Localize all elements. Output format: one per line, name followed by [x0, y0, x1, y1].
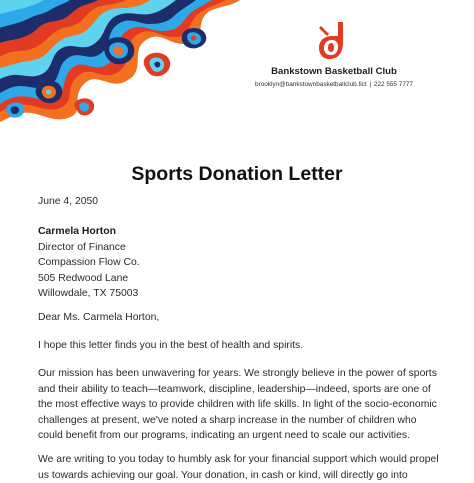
- club-phone: 222 555 7777: [373, 81, 413, 88]
- club-email: brooklyn@bankstownbasketballclub.fict: [255, 81, 367, 88]
- paragraph-greeting: [38, 338, 303, 354]
- paragraph-line: challenges at present, we've noted a sharp increase in the number of children who: [38, 414, 417, 426]
- contact-info: [250, 81, 418, 88]
- recipient-block: [38, 224, 140, 302]
- paragraph-line: the most effective ways to provide children with life skills. In light of the socio-economic: [38, 399, 437, 411]
- paragraph-request: [38, 452, 439, 483]
- club-name: Bankstown Basketball Club: [271, 66, 397, 77]
- paragraph-line: and their ability to teach—teamwork, discipline, leadership—indeed, sports are one of: [38, 383, 431, 395]
- contact-separator: |: [369, 81, 372, 88]
- basketball-d-logo-icon: [318, 22, 350, 60]
- decorative-header-art: [0, 0, 240, 122]
- recipient-city: Willowdale, TX 75003: [38, 288, 139, 300]
- recipient-name: Carmela Horton: [38, 226, 116, 237]
- salutation: Dear Ms. Carmela Horton,: [38, 312, 160, 323]
- letter-title: Sports Donation Letter: [131, 163, 343, 185]
- paragraph-line: us towards achieving our goal. Your donation, in cash or kind, will directly go into: [38, 469, 408, 481]
- recipient-company: Compassion Flow Co.: [38, 257, 140, 269]
- letter-date: June 4, 2050: [38, 196, 99, 207]
- recipient-street: 505 Redwood Lane: [38, 272, 129, 284]
- paragraph-line: We are writing to you today to humbly ask for your financial support which would propel: [38, 454, 439, 465]
- paragraph-line: I hope this letter finds you in the best of health and spirits.: [38, 340, 304, 351]
- recipient-title: Director of Finance: [38, 241, 126, 253]
- paragraph-line: Our mission has been unwavering for years. We strongly believe in the power of sports: [38, 368, 437, 379]
- paragraph-line: could benefit from our programs, indicating an urgent need to scale our activities.: [38, 430, 410, 442]
- paragraph-mission: [38, 366, 437, 444]
